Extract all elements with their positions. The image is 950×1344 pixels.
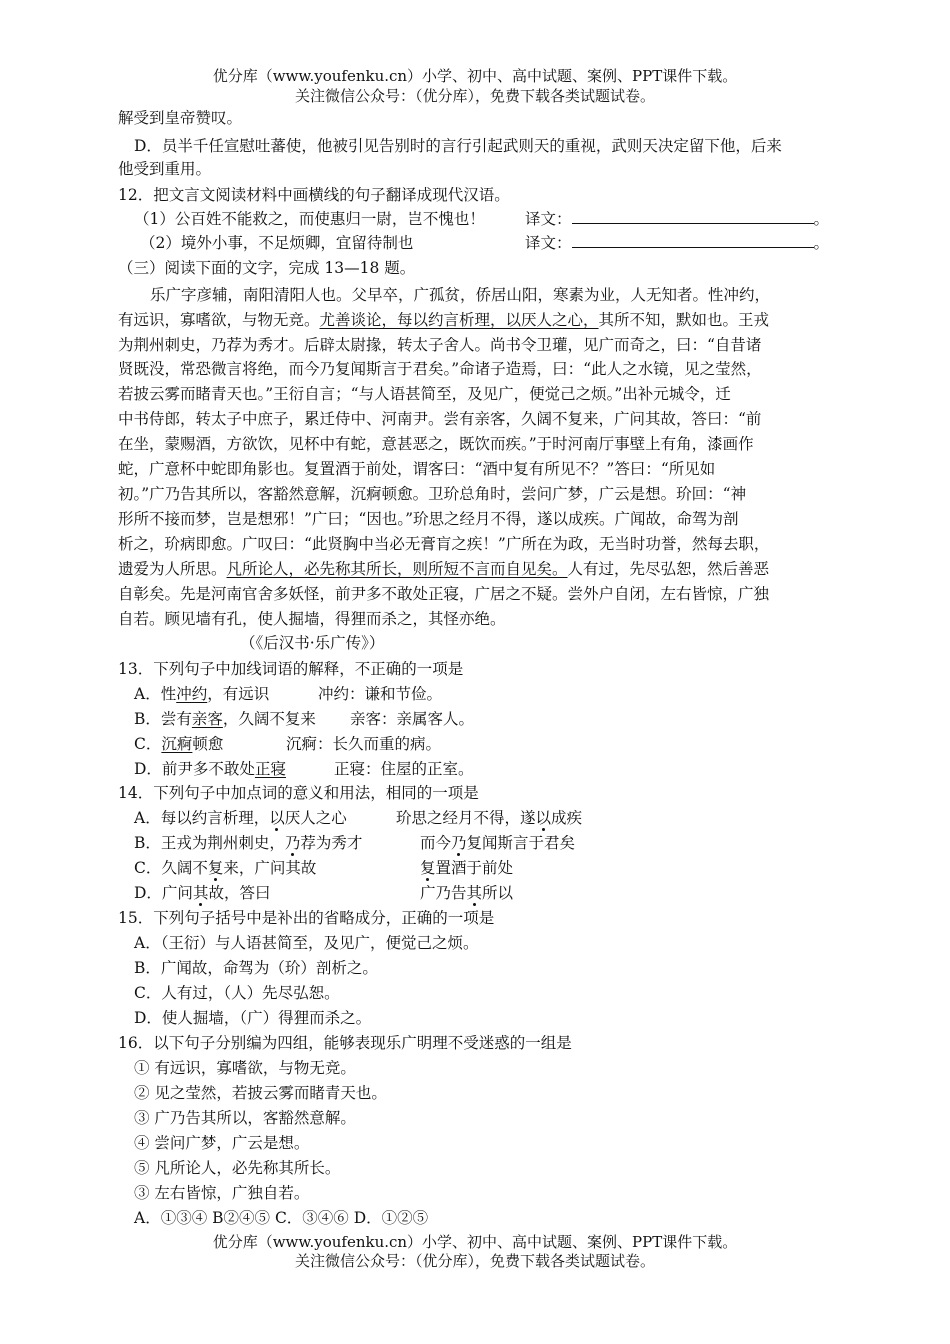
passage-line: 初。”广乃告其所以，客豁然意解，沉痾顿愈。卫玠总角时，尝问广梦，广云是想。玠回：“神 — [118, 485, 747, 503]
q15-option-d[interactable]: D．使人掘墙，（广）得狸而杀之。 — [134, 1009, 372, 1027]
q14-option-b-pair: 而今乃复闻斯言于君矣 — [420, 834, 576, 852]
header-line-2: 关注微信公众号：（优分库），免费下载各类试题试卷。 — [294, 87, 655, 105]
q12-answer-1[interactable]: 译文： 。 — [525, 210, 830, 228]
q16-item: ② 见之莹然，若披云雾而睹青天也。 — [134, 1084, 387, 1102]
q12-sentence-2: （2）境外小事，不足烦卿，宜留待制也 — [140, 234, 414, 252]
q13-option-a[interactable]: A．性冲约，有远识 — [134, 685, 270, 703]
q12-stem: 12．把文言文阅读材料中画横线的句子翻译成现代汉语。 — [118, 186, 510, 204]
q16-item: ④ 尝问广梦，广云是想。 — [134, 1134, 310, 1152]
footer-line-1: 优分库（www.youfenku.cn）小学、初中、高中试题、案例、PPT课件下载。 — [212, 1233, 738, 1251]
q14-option-a[interactable]: A．每以约言析理，以厌人之心 — [134, 809, 347, 827]
q14-option-d[interactable]: D．广问其故，答曰 — [134, 884, 271, 902]
q13-option-b[interactable]: B．尝有亲客，久阔不复来 — [134, 710, 316, 728]
q16-item: ⑤ 凡所论人，必先称其所长。 — [134, 1159, 341, 1177]
passage-line: 乐广字彦辅，南阳清阳人也。父早卒，广孤贫，侨居山阳，寒素为业，人无知者。性冲约， — [150, 286, 771, 304]
q15-option-a[interactable]: A．（王衍）与人语甚简至，及见广，便觉己之烦。 — [134, 934, 479, 952]
q16-stem: 16．以下句子分别编为四组，能够表现乐广明理不受迷惑的一组是 — [118, 1034, 572, 1052]
q12-translation-label-2: 译文： — [525, 234, 572, 252]
passage-line: 自彰矣。先是河南官舍多妖怪，前尹多不敢处正寝，广居之不疑。尝外户自闭，左右皆惊，广独 — [118, 585, 770, 603]
passage-line: 蛇，广意杯中蛇即角影也。复置酒于前处，谓客曰：“酒中复有所见不？”答曰：“所见如 — [118, 460, 716, 478]
q15-option-c[interactable]: C．人有过，（人）先尽弘恕。 — [134, 984, 340, 1002]
passage-line: 为荆州刺史，乃荐为秀才。后辟太尉掾，转太子舍人。尚书令卫瓘，见广而奇之，曰：“自昔诸 — [118, 336, 762, 354]
q13-option-d-gloss: 正寝：住屋的正室。 — [334, 760, 474, 778]
passage-line: 若披云雾而睹青天也。”王衍自言；“与人语甚简至，及见广，便觉己之烦。”出补元城令，迁 — [118, 385, 731, 403]
q14-option-d-pair: 广乃告其所以 — [420, 884, 514, 902]
passage-line: 中书侍郎，转太子中庶子，累迁侍中、河南尹。尝有亲客，久阔不复来，广问其故，答曰：“前 — [118, 410, 762, 428]
q14-option-c[interactable]: C．久阔不复来，广问其故 — [134, 859, 317, 877]
q14-stem: 14．下列句子中加点词的意义和用法，相同的一项是 — [118, 784, 479, 802]
option-d-line-1: D．员半千任宣慰吐蕃使，他被引见告别时的言行引起武则天的重视，武则天决定留下他，后来 — [134, 137, 782, 155]
passage-line: 遗爱为人所思。凡所论人，必先称其所长，则所短不言而自见矣。人有过，先尽弘恕，然后善恶 — [118, 560, 770, 578]
q14-option-c-pair: 复置酒于前处 — [420, 859, 514, 877]
underlined-sentence-1: 尤善谈论，每以约言析理，以厌人之心， — [319, 311, 599, 329]
passage-line: 形所不接而梦，岂是想邪！”广曰；“因也。”玠思之经月不得，遂以成疾。广闻故，命驾为剖 — [118, 510, 739, 528]
q12-translation-label-1: 译文： — [525, 210, 572, 228]
q12-sentence-1: （1）公百姓不能救之，而使惠归一尉，岂不愧也！ — [134, 210, 485, 228]
passage-line: 在坐，蒙赐酒，方欲饮，见杯中有蛇，意甚恶之，既饮而疾。”于时河南厅事壁上有角，漆画作 — [118, 435, 754, 453]
passage-line: 析之，玠病即愈。广叹曰：“此贤胸中当必无膏肓之疾！”广所在为政，无当时功誉，然每去职， — [118, 535, 770, 553]
header-line-1: 优分库（www.youfenku.cn）小学、初中、高中试题、案例、PPT课件下载。 — [212, 67, 738, 85]
q15-stem: 15．下列句子括号中是补出的省略成分，正确的一项是 — [118, 909, 495, 927]
q16-item: ③ 左右皆惊，广独自若。 — [134, 1184, 310, 1202]
q13-option-c-gloss: 沉痾：长久而重的病。 — [286, 735, 442, 753]
q12-answer-blank-1[interactable] — [572, 209, 814, 224]
footer-line-2: 关注微信公众号：（优分库），免费下载各类试题试卷。 — [294, 1252, 655, 1270]
q13-option-d[interactable]: D．前尹多不敢处正寝 — [134, 760, 286, 778]
q16-item: ① 有远识，寡嗜欲，与物无竞。 — [134, 1059, 356, 1077]
passage-line: 贤既没，常恐微言将绝，而今乃复闻斯言于君矣。”命诸子造焉，曰：“此人之水镜，见之莹然， — [118, 360, 762, 378]
q13-option-a-gloss: 冲约：谦和节俭。 — [318, 685, 443, 703]
passage-source: （《后汉书·乐广传》） — [240, 634, 385, 652]
passage-line: 自若。顾见墙有孔，使人掘墙，得狸而杀之，其怪亦绝。 — [118, 610, 506, 628]
q12-answer-blank-2[interactable] — [572, 233, 814, 248]
underlined-sentence-2: 凡所论人，必先称其所长，则所短不言而自见矣。 — [226, 560, 568, 578]
q16-answer-options[interactable]: A．①③④ B②④⑤ C．③④⑥ D．①②⑤ — [134, 1209, 429, 1227]
q12-answer-2[interactable]: 译文： 。 — [525, 234, 830, 252]
q14-option-a-pair: 玠思之经月不得，遂以成疾 — [396, 809, 583, 827]
option-c-end: 解受到皇帝赞叹。 — [118, 109, 243, 127]
q13-stem: 13．下列句子中加线词语的解释，不正确的一项是 — [118, 660, 464, 678]
q14-option-b[interactable]: B．王戎为荆州刺史，乃荐为秀才 — [134, 834, 363, 852]
q15-option-b[interactable]: B．广闻故，命驾为（玠）剖析之。 — [134, 959, 378, 977]
q16-item: ③ 广乃告其所以，客豁然意解。 — [134, 1109, 356, 1127]
section-3-heading: （三）阅读下面的文字，完成 13—18 题。 — [118, 259, 416, 277]
q13-option-c[interactable]: C．沉痾顿愈 — [134, 735, 224, 753]
q13-option-b-gloss: 亲客：亲属客人。 — [350, 710, 475, 728]
passage-line: 有远识，寡嗜欲，与物无竞。尤善谈论，每以约言析理，以厌人之心，其所不知，默如也。王戎 — [118, 311, 770, 329]
option-d-line-2: 他受到重用。 — [118, 160, 212, 178]
